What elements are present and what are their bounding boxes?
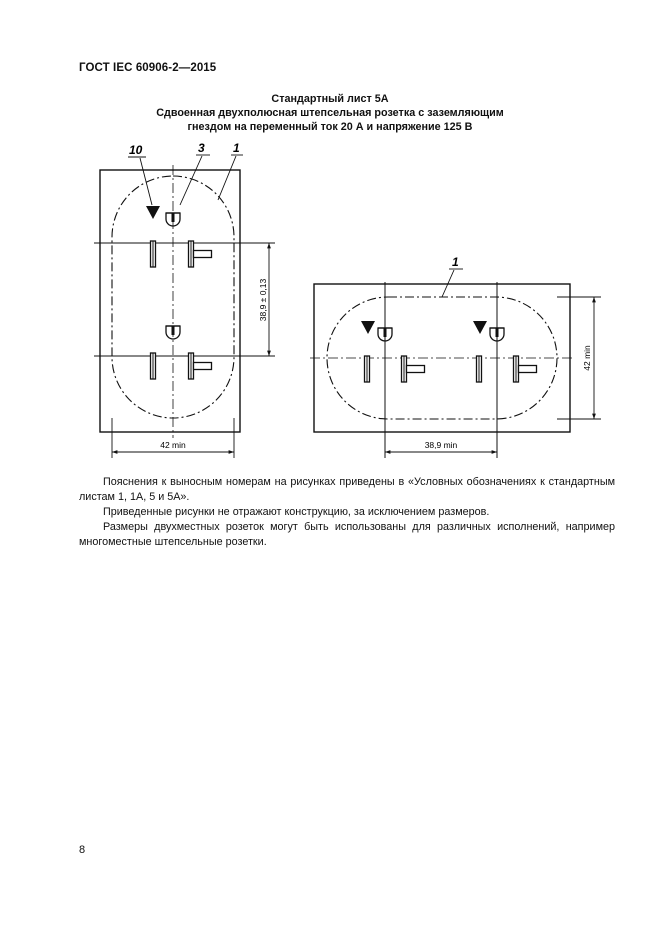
callout-1-right: 1 — [452, 255, 459, 269]
title-line-3: гнездом на переменный ток 20 А и напряжение 125 В — [187, 121, 473, 133]
dimension-vertical-right: 42 min — [582, 345, 592, 371]
page-number: 8 — [79, 844, 86, 856]
paragraph-callout-explanation: Пояснения к выносным номерам на рисунках приведены в «Условных обозначениях к стандартным листам 1, 1А, 5 и 5А». — [79, 476, 615, 503]
dimension-horizontal-left: 42 min — [160, 440, 186, 450]
paragraph-construction-note: Приведенные рисунки не отражают конструкцию, за исключением размеров. — [103, 506, 490, 518]
dimension-vertical-left: 38,9 ± 0,13 — [258, 278, 268, 322]
outer-frame-left — [100, 170, 240, 432]
outlet-left-right — [361, 321, 425, 382]
explanatory-text — [79, 475, 615, 550]
document-header: ГОСТ IEC 60906-2—2015 — [79, 62, 217, 74]
figure-right — [310, 255, 601, 458]
dimension-horizontal-right: 38,9 min — [424, 440, 458, 450]
callout-1-left: 1 — [233, 141, 240, 155]
figure-left — [94, 141, 275, 458]
title-line-2: Сдвоенная двухполюсная штепсельная розетка с заземляющим — [156, 107, 504, 119]
outlet-top-left — [146, 206, 212, 267]
title-line-1: Стандартный лист 5А — [271, 93, 389, 105]
outlet-bottom-left — [151, 326, 212, 379]
outlet-right-right — [473, 321, 537, 382]
paragraph-dimensions-note: Размеры двухместных розеток могут быть использованы для различных исполнений, например многоместные штепсельные розетки. — [79, 521, 615, 548]
callout-10: 10 — [129, 143, 143, 157]
callout-3: 3 — [198, 141, 205, 155]
